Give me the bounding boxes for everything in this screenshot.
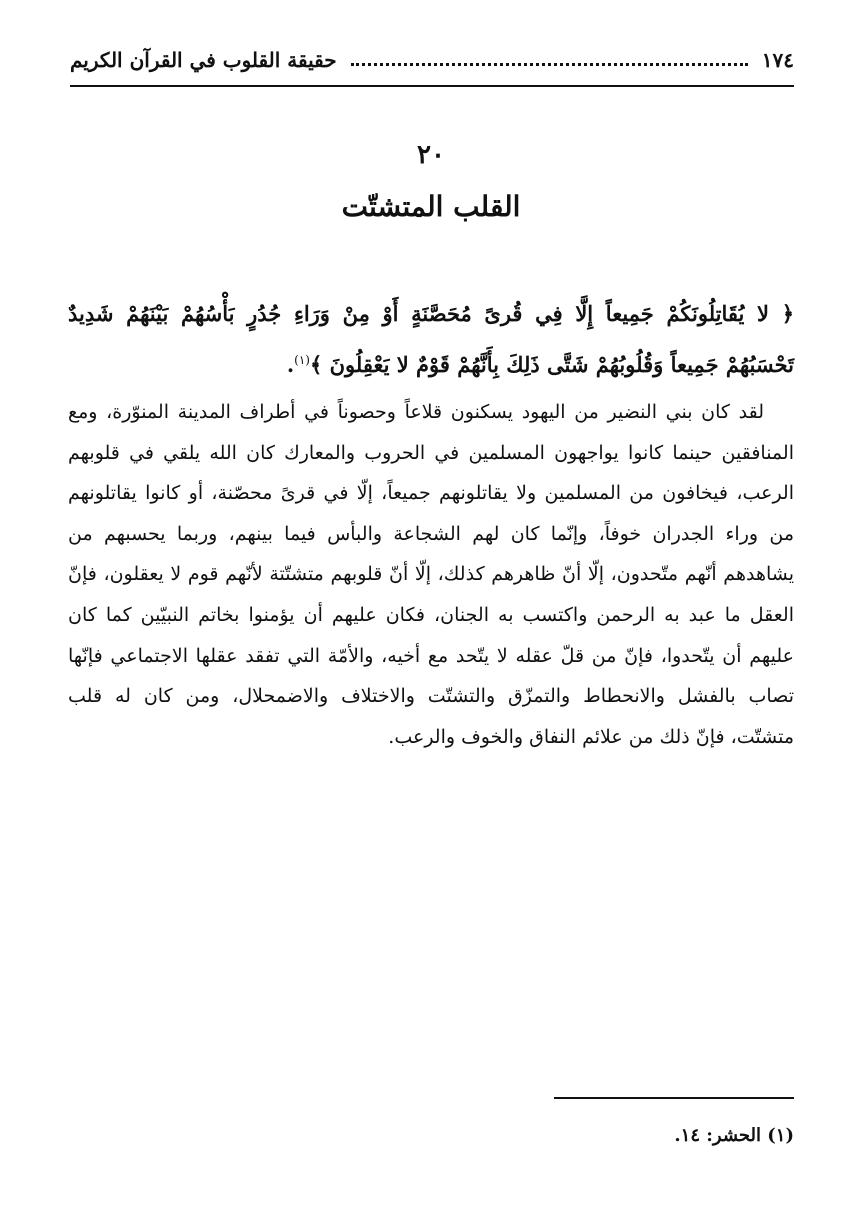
- header-rule: [70, 85, 794, 87]
- body-text: [68, 392, 794, 757]
- quran-verse: [68, 290, 794, 388]
- footnote-reference: (١): [294, 353, 310, 367]
- verse-close-bracket: ﴾: [309, 352, 323, 377]
- leader-dots: [351, 63, 748, 66]
- verse-open-bracket: ﴿: [781, 301, 795, 326]
- running-header: [70, 40, 794, 80]
- chapter-title: القلب المتشتّت: [341, 190, 521, 223]
- book-title: حقيقة القلوب في القرآن الكريم: [70, 48, 337, 72]
- verse-text: لا يُقَاتِلُونَكُمْ جَمِيعاً إِلَّا فِي قُرىً مُحَصَّنَةٍ أَوْ مِنْ وَرَاءِ جُدُرٍ بَأْسُهُمْ بَيْنَهُمْ شَدِيدٌ تَحْسَبُهُمْ جَمِيعاً وَقُلُوبُهُمْ شَتَّى ذَلِكَ بِأَنَّهُمْ قَوْمٌ لا يَعْقِلُونَ: [68, 301, 794, 377]
- body-paragraph: لقد كان بني النضير من اليهود يسكنون قلاعاً وحصوناً في أطراف المدينة المنوّرة، ومع المنافقين حينما كانوا يواجهون المسلمين في الحروب والمعارك كان الله يلقي في قلوبهم الرعب، فيخافون من المسلمين ولا يقاتلونهم جميعاً، إلّا في قرىً محصّنة، أو كانوا يقاتلونهم من وراء الجدران خوفاً، وإنّما كان لهم الشجاعة والبأس فيما بينهم، وربما يحسبهم من يشاهدهم أنّهم متّحدون، إلّا أنّ ظاهرهم كذلك، إلّا أنّ قلوبهم متشتّتة لأنّهم قوم لا يعقلون، فإنّ العقل ما عبد به الرحمن واكتسب به الجنان، فكان عليهم أن يؤمنوا بخاتم النبيّين كما كان عليهم أن يتّحدوا، فإنّ من قلّ عقله لا يتّحد مع أخيه، والأمّة التي تفقد عقلها الاجتماعي فإنّها تصاب بالفشل والانحطاط والتمزّق والتشتّت والاختلاف والاضمحلال، ومن كان له قلب متشتّت، فإنّ ذلك من علائم النفاق والخوف والرعب.: [68, 401, 794, 748]
- footnote: (١) الحشر: ١٤.: [674, 1125, 794, 1146]
- verse-end-punctuation: .: [286, 352, 295, 377]
- page-number: ١٧٤: [761, 48, 794, 72]
- footnote-rule: [554, 1097, 794, 1099]
- chapter-number: ٢٠: [417, 140, 445, 170]
